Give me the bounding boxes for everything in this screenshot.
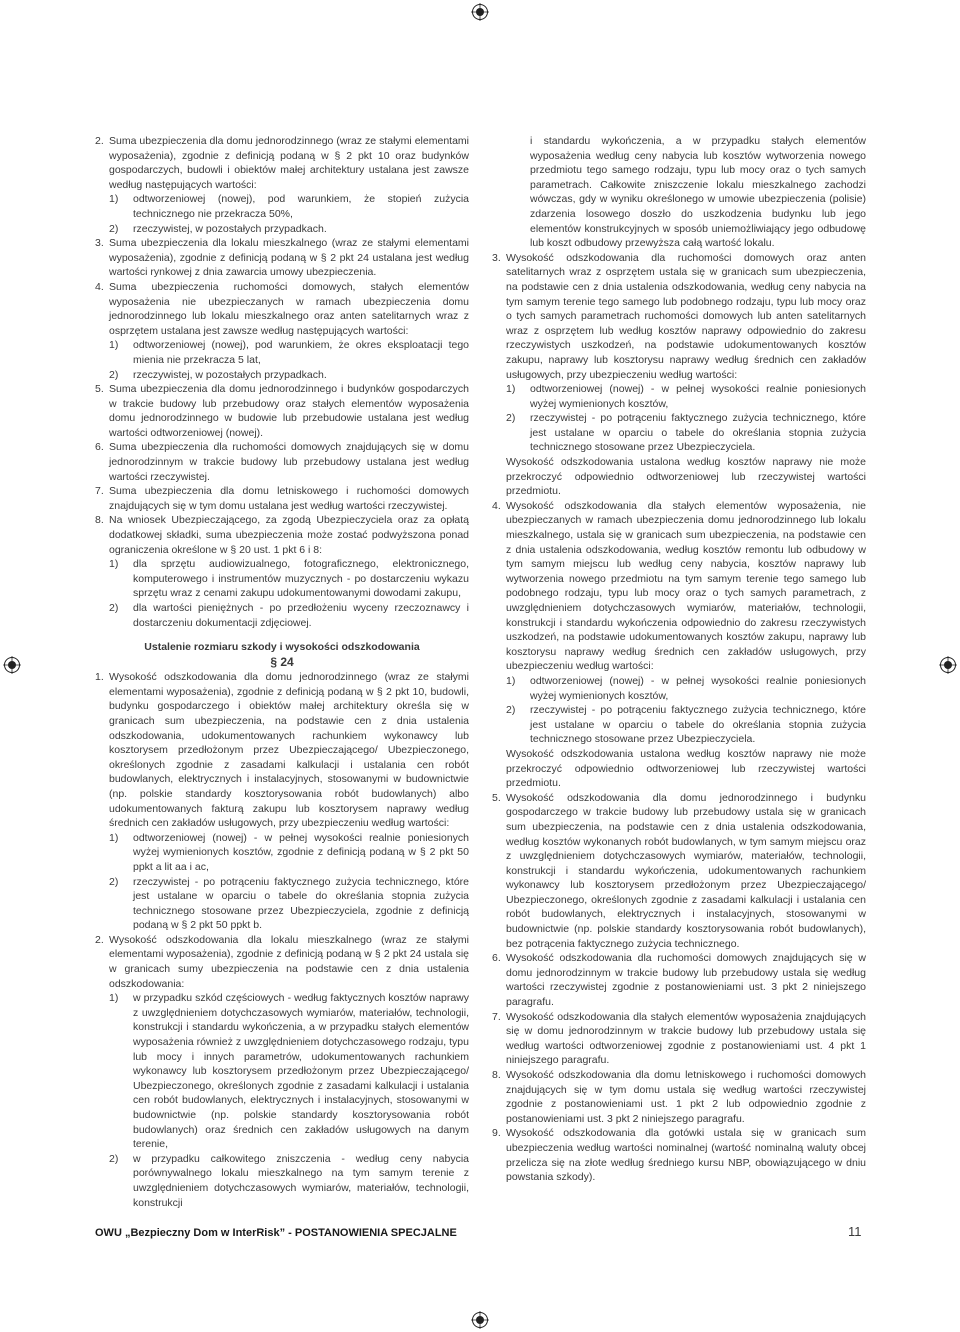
clause-closing-text: Wysokość odszkodowania ustalona według kosztów naprawy nie może przekroczyć odpowiednio odtworzeniowej lub rzeczywistej wartości przedmiotu. <box>506 456 866 498</box>
clause-number: 4. <box>492 499 501 512</box>
sub-item-number: 2) <box>109 1152 119 1165</box>
sub-item <box>109 1152 469 1210</box>
paragraph-3 <box>492 251 866 499</box>
sub-item-text: rzeczywistej - po potrąceniu faktycznego zużycia technicznego, które jest ustalane w oparciu o tabele do określania stopnia zużycia technicznego stosowane przez Ubezpieczyciela. <box>530 412 866 454</box>
sub-item-text: dla wartości pieniężnych - po przedłożeniu wyceny rzeczoznawcy i dostarczeniu dokumentacji zdjęciowej. <box>133 602 469 629</box>
clause-number: 6. <box>95 441 104 454</box>
clause-4 <box>95 280 469 382</box>
clause-text: Suma ubezpieczenia dla domu jednorodzinnego i budynków gospodarczych w trakcie budowy lub przebudowy oraz stałych elementów wyposażenia domu jednorodzinnego w budowie lub przebudowie ustalana jest według wartości odtworzeniowej (nowej). <box>109 383 469 439</box>
sub-item-text: w przypadku szkód częściowych - według faktycznych kosztów naprawy z uwzględnieniem dotychczasowych wymiarów, materiałów, technologii, konstrukcji i standardu wykończenia, a w przypadku stałych elementów wyposażenia również z uwzględnieniem dotychczasowego rodzaju, typu lub mocy i innych parametrów, udokumentowanych rachunkiem wykonawcy lub kosztorysem przedłożonym przez Ubezpieczającego/ Ubezpieczonego, określonych zgodnie z zasadami kalkulacji i ustalania cen robót budowlanych, elektrycznych i instalacyjnych, stosowanymi w budownictwie (np. polskie standardy kosztorysowania robót budowlanych) oraz średnich cen zakładów usługowych na danym terenie, <box>133 992 469 1151</box>
paragraph-9 <box>492 1126 866 1184</box>
sub-item-number: 1) <box>109 831 119 844</box>
clause-number: 8. <box>492 1069 501 1081</box>
sub-item-number: 2) <box>506 412 516 425</box>
right-column <box>492 134 866 1185</box>
section-number: § 24 <box>270 655 294 670</box>
clause-5 <box>95 382 469 440</box>
paragraph-7 <box>492 1010 866 1068</box>
sub-item-text: odtworzeniowej (nowej), pod warunkiem, że stopień zużycia technicznego nie przekracza 50%, <box>133 193 469 220</box>
sub-item <box>109 368 469 383</box>
section-heading <box>95 640 469 670</box>
clause-text: Wysokość odszkodowania dla lokalu mieszkalnego (wraz ze stałymi elementami wyposażenia), zgodnie z definicją podaną w § 2 pkt 24 ustala się w granicach sumy ubezpieczenia na podstawie cen z dnia ustalenia odszkodowania: <box>109 933 469 990</box>
sub-item <box>506 411 866 455</box>
clause-text: Suma ubezpieczenia dla ruchomości domowych znajdujących się w domu jednorodzinnym w trakcie budowy lub przebudowy ustalana jest według wartości rzeczywistej. <box>109 441 469 483</box>
paragraph-4 <box>492 499 866 791</box>
sub-item <box>109 991 469 1152</box>
footer-title: OWU „Bezpieczny Dom w InterRisk” - POSTANOWIENIA SPECJALNE <box>95 1227 457 1239</box>
sub-item <box>506 674 866 703</box>
clause-number: 5. <box>492 791 501 804</box>
sub-item <box>506 703 866 747</box>
clause-closing-text: Wysokość odszkodowania ustalona według kosztów naprawy nie może przekroczyć odpowiednio odtworzeniowej lub rzeczywistej wartości przedmiotu. <box>506 747 866 790</box>
paragraph-2 <box>95 933 469 1210</box>
sub-item-number: 1) <box>109 992 119 1005</box>
clause-number: 7. <box>492 1010 501 1023</box>
clause-text: Wysokość odszkodowania dla domu jednorodzinnego i budynku gospodarczego w trakcie budowy lub przebudowy ustala się w granicach sum ubezpieczenia, na podstawie cen z dnia ustalenia odszkodowania, według kosztów wykonanych robót budowlanych, w tym samym miejscu oraz z uwzględnieniem dotychczasowych wymiarów, materiałów, technologii, konstrukcji i standardu wykończenia, udokumentowanych rachunkiem wykonawcy lub kosztorysem przedłożonym przez Ubezpieczającego/ Ubezpieczonego, określonych zgodnie z zasadami kalkulacji i ustalania cen robót budowlanych, elektrycznych i instalacyjnych, stosowanymi w budownictwie (np. polskie standardy kosztorysowania robót budowlanych), bez potrącenia faktycznego zużycia technicznego. <box>506 791 866 950</box>
clause-text: Wysokość odszkodowania dla ruchomości domowych znajdujących się w domu jednorodzinnym w trakcie budowy lub przebudowy ustala się według wartości rzeczywistej zgodnie z postanowieniami ust. 3 pkt 2 niniejszego paragrafu. <box>506 952 866 1009</box>
clause-text: Suma ubezpieczenia ruchomości domowych, stałych elementów wyposażenia nie ubezpieczanych w ramach ubezpieczenia domu jednorodzinnego lub lokalu mieszkalnego oraz anten satelitarnych wraz z osprzętem ustalana jest zawsze według następujących wartości: <box>109 280 469 337</box>
clause-text: Wysokość odszkodowania dla domu jednorodzinnego (wraz ze stałymi elementami wyposażenia), zgodnie z definicją podaną w § 2 pkt 10, budowli, budynku gospodarczego i obiektów małej architektury określa się w granicach sum ubezpieczenia, na podstawie cen z dnia ustalenia odszkodowania, udokumentowanych rachunkiem wykonawcy lub kosztorysem przedłożonym przez Ubezpieczającego/ Ubezpieczonego, określonych zgodnie z zasadami kalkulacji i ustalania cen robót budowlanych, elektrycznych i instalacyjnych, stosowanymi w budownictwie (np. polskie standardy kosztorysowania robót budowlanych) albo udokumentowanych fakturą zakupu lub kosztorysem naprawy według średnich cen zakładów usługowych, przy ubezpieczeniu według wartości: <box>109 671 469 830</box>
sub-item <box>109 831 469 875</box>
sub-item-number: 1) <box>109 558 119 571</box>
paragraph-6 <box>492 951 866 1009</box>
clause-number: 7. <box>95 485 104 498</box>
sub-item-text: rzeczywistej, w pozostałych przypadkach. <box>133 368 327 381</box>
sub-item-number: 2) <box>109 875 119 888</box>
clause-6 <box>95 440 469 484</box>
clause-number: 4. <box>95 280 104 293</box>
sub-item-text: w przypadku całkowitego zniszczenia - według ceny nabycia porównywalnego lokalu mieszkalnego na tym samym terenie z uwzględnieniem dotychczasowych wymiarów, materiałów, technologii, konstrukcji <box>133 1152 469 1209</box>
sub-item <box>109 338 469 367</box>
clause-3 <box>95 236 469 280</box>
registration-mark-icon <box>939 656 957 674</box>
clause-text: Wysokość odszkodowania dla ruchomości domowych oraz anten satelitarnych wraz z osprzętem ustala się w granicach sum ubezpieczenia, na podstawie cen z dnia ustalenia odszkodowania, według ceny nabycia na tym samym terenie tego samego lub podobnego rodzaju, typu lub mocy oraz o tych samych parametrach ruchomości domowych lub anten satelitarnych wraz z osprzętem lub według kosztów naprawy odpowiednio do zakresu rzeczywistych uszkodzeń, na podstawie udokumentowanych kosztów zakupu, naprawy lub kosztorysu naprawy według średnich cen zakładów usługowych, przy ubezpieczeniu według wartości: <box>506 251 866 381</box>
sub-item-text: odtworzeniowej (nowej) - w pełnej wysokości realnie poniesionych wyżej wymienionych kosztów, <box>530 674 866 702</box>
sub-item <box>109 875 469 933</box>
clause-number: 5. <box>95 383 104 396</box>
section-title: Ustalenie rozmiaru szkody i wysokości odszkodowania <box>144 641 420 654</box>
clause-text: Suma ubezpieczenia dla lokalu mieszkalnego (wraz ze stałymi elementami wyposażenia), zgodnie z definicją podaną w § 2 pkt 24 ustalana jest według wartości rynkowej z dnia zawarcia umowy ubezpieczenia. <box>109 237 469 279</box>
clause-number: 6. <box>492 952 501 965</box>
sub-item-number: 1) <box>109 193 119 206</box>
clause-number: 2. <box>95 933 104 946</box>
continued-text-body: i standardu wykończenia, a w przypadku stałych elementów wyposażenia według ceny nabycia lub kosztów wytworzenia nowego przedmiotu tego samego rodzaju, typu lub mocy oraz o tych samych parametrach. Całkowite zniszczenie lokalu mieszkalnego zachodzi wówczas, gdy w wyniku określonego w umowie ubezpieczenia (polisie) zdarzenia losowego doszło do uszkodzenia budynku lub jego elementów konstrukcyjnych w sposób uniemożliwiający jego odbudowę lub koszt odbudowy przewyższa całą wartość lokalu. <box>530 135 866 250</box>
continued-text <box>506 134 866 251</box>
sub-item-number: 2) <box>109 368 119 381</box>
clause-number: 1. <box>95 671 104 684</box>
sub-item-number: 2) <box>109 602 119 614</box>
clause-number: 2. <box>95 135 104 147</box>
registration-mark-icon <box>471 3 489 21</box>
sub-item-number: 1) <box>506 674 516 687</box>
sub-item-text: dla sprzętu audiowizualnego, fotograficznego, elektronicznego, komputerowego i instrumentów muzycznych - po dostarczeniu wykazu sprzętu wraz z cenami zakupu udokumentowanymi dowodami zakupu, <box>133 558 469 600</box>
left-column <box>95 134 469 1210</box>
sub-item-number: 2) <box>109 222 119 235</box>
clause-8 <box>95 513 469 630</box>
sub-item <box>109 557 469 601</box>
clause-number: 3. <box>492 251 501 264</box>
sub-item-text: odtworzeniowej (nowej) - w pełnej wysokości realnie poniesionych wyżej wymienionych kosztów, zgodnie z definicją podaną w § 2 pkt 50 ppkt a lit aa i ac, <box>133 831 469 873</box>
clause-7 <box>95 484 469 513</box>
clause-text: Wysokość odszkodowania dla domu letniskowego i ruchomości domowych znajdujących się w tym domu ustala się według wartości rzeczywistej zgodnie z postanowieniami ust. 1 pkt 2 lub odpowiednio zgodnie z postanowieniami ust. 3 pkt 2 niniejszego paragrafu. <box>506 1069 866 1125</box>
sub-item-text: rzeczywistej - po potrąceniu faktycznego zużycia technicznego, które jest ustalane w oparciu o tabele do określania stopnia zużycia technicznego stosowane przez Ubezpieczyciela, zgodnie z definicją podaną w § 2 pkt 50 ppkt b. <box>133 875 469 932</box>
sub-item-text: rzeczywistej, w pozostałych przypadkach. <box>133 222 327 235</box>
paragraph-1 <box>95 670 469 933</box>
sub-item <box>506 382 866 411</box>
sub-item-number: 1) <box>506 383 516 396</box>
clause-text: Wysokość odszkodowania dla stałych elementów wyposażenia znajdujących się w domu jednorodzinnym w trakcie budowy lub przebudowy ustala się według wartości odtworzeniowej zgodnie z postanowieniami ust. 4 pkt 1 niniejszego paragrafu. <box>506 1010 866 1067</box>
paragraph-5 <box>492 791 866 952</box>
clause-number: 9. <box>492 1127 501 1140</box>
sub-item-text: rzeczywistej - po potrąceniu faktycznego zużycia technicznego, które jest ustalane w oparciu o tabele do określania stopnia zużycia technicznego stosowane przez Ubezpieczyciela. <box>530 704 866 746</box>
clause-text: Wysokość odszkodowania dla stałych elementów wyposażenia, nie ubezpieczanych w ramach ubezpieczenia domu jednorodzinnego lub lokalu mieszkalnego, ustala się w granicach sum ubezpieczenia, na podstawie cen z dnia ustalenia odszkodowania, według kosztów remontu lub odbudowy w tym samym miejscu lub według ceny nabycia, kosztów naprawy lub wytworzenia nowego przedmiotu na tym samym terenie tego samego lub podobnego rodzaju, typu lub mocy oraz o tych samych parametrach, z uwzględnieniem dotychczasowych wymiarów, materiałów, technologii, konstrukcji i standardu wykończenia odpowiednio do zakresu rzeczywistych uszkodzeń, na podstawie udokumentowanych kosztów zakupu, naprawy lub kosztorysu naprawy według średnich cen zakładów usługowych, przy ubezpieczeniu według wartości: <box>506 499 866 673</box>
sub-item <box>109 192 469 221</box>
registration-mark-icon <box>3 656 21 674</box>
sub-item-number: 1) <box>109 339 119 352</box>
page-number: 11 <box>848 1224 862 1239</box>
sub-item <box>109 601 469 630</box>
paragraph-8 <box>492 1068 866 1126</box>
sub-item <box>109 222 469 237</box>
clause-text: Suma ubezpieczenia dla domu jednorodzinnego (wraz ze stałymi elementami wyposażenia), zgodnie z definicją podaną w § 2 pkt 10 oraz budynków gospodarczych, budowli i obiektów małej architektury ustalana jest zawsze według następujących wartości: <box>109 135 469 191</box>
clause-number: 8. <box>95 514 104 527</box>
clause-text: Na wniosek Ubezpieczającego, za zgodą Ubezpieczyciela oraz za opłatą dodatkowej składki, suma ubezpieczenia może zostać podwyższona ponad ograniczenia określone w § 20 ust. 1 pkt 6 i 8: <box>109 514 469 556</box>
clause-text: Suma ubezpieczenia dla domu letniskowego i ruchomości domowych znajdujących się w tym domu ustalana jest według wartości rzeczywistej. <box>109 485 469 512</box>
clause-number: 3. <box>95 237 104 250</box>
clause-text: Wysokość odszkodowania dla gotówki ustala się w granicach sum ubezpieczenia według wartości nominalnej (wartość nominalną waluty obcej przelicza się na złote według średniego kursu NBP, obowiązującego w dniu powstania szkody). <box>506 1127 866 1184</box>
registration-mark-icon <box>471 1311 489 1329</box>
sub-item-text: odtworzeniowej (nowej), pod warunkiem, że okres eksploatacji tego mienia nie przekracza 5 lat, <box>133 339 469 366</box>
sub-item-text: odtworzeniowej (nowej) - w pełnej wysokości realnie poniesionych wyżej wymienionych kosztów, <box>530 383 866 410</box>
sub-item-number: 2) <box>506 704 516 717</box>
clause-2 <box>95 134 469 236</box>
